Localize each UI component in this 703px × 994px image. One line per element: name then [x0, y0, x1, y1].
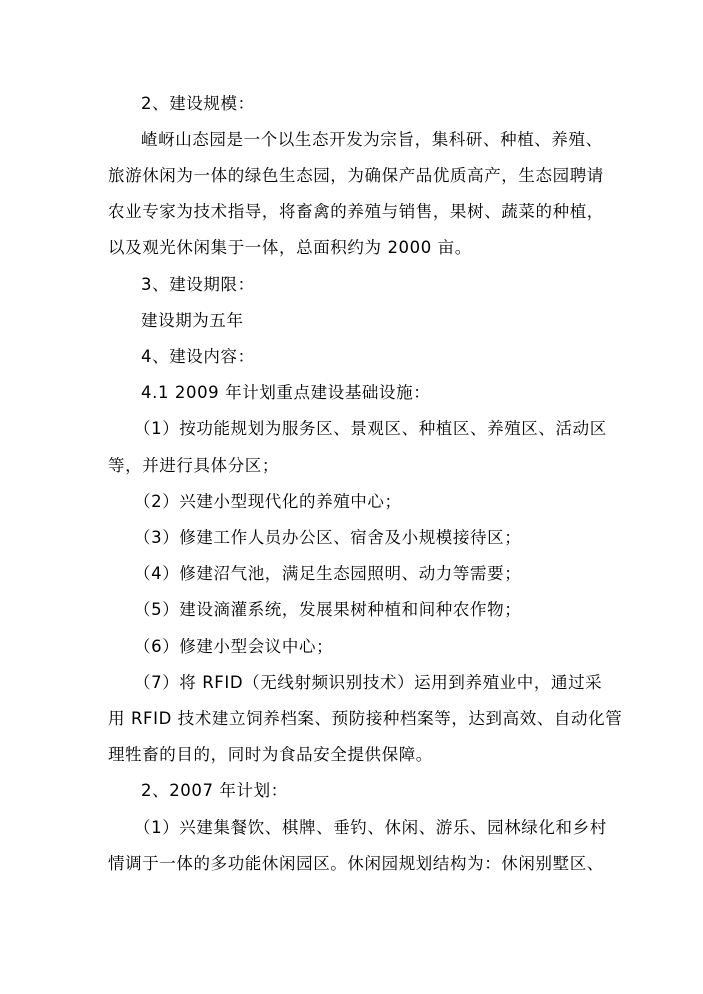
list-item: （6）修建小型会议中心； — [134, 637, 334, 656]
list-item: （3）修建工作人员办公区、宿舍及小规模接待区； — [134, 528, 522, 547]
paragraph-line: 农业专家为技术指导，将畜禽的养殖与销售，果树、蔬菜的种植， — [108, 202, 604, 221]
subsection-heading-2009: 4.1 2009 年计划重点建设基础设施： — [141, 383, 431, 402]
subsection-heading-2007: 2、2007 年计划： — [141, 781, 288, 800]
list-item: （7）将 RFID（无线射频识别技术）运用到养殖业中，通过采 — [134, 673, 603, 692]
list-item-continuation: 用 RFID 技术建立饲养档案、预防接种档案等，达到高效、自动化管 — [108, 709, 623, 728]
section-heading-content: 4、建设内容： — [141, 347, 255, 366]
list-item: （2）兴建小型现代化的养殖中心； — [134, 492, 402, 511]
list-item: （4）修建沼气池，满足生态园照明、动力等需要； — [134, 564, 522, 583]
section-heading-period: 3、建设期限： — [141, 275, 255, 294]
paragraph-line: 旅游休闲为一体的绿色生态园，为确保产品优质高产，生态园聘请 — [108, 166, 604, 185]
section-heading-scale: 2、建设规模： — [141, 94, 255, 113]
paragraph-line: 嵖岈山态园是一个以生态开发为宗旨，集科研、种植、养殖、 — [141, 130, 603, 149]
list-item-continuation: 理牲畜的目的，同时为食品安全提供保障。 — [108, 745, 433, 764]
list-item: （1）按功能规划为服务区、景观区、种植区、养殖区、活动区 — [134, 419, 607, 438]
paragraph-line: 以及观光休闲集于一体，总面积约为 2000 亩。 — [108, 238, 472, 257]
list-item-continuation: 情调于一体的多功能休闲园区。休闲园规划结构为：休闲别墅区、 — [108, 854, 604, 873]
list-item-continuation: 等，并进行具体分区； — [108, 456, 279, 475]
list-item: （5）建设滴灌系统，发展果树种植和间种农作物； — [134, 600, 522, 619]
list-item: （1）兴建集餐饮、棋牌、垂钓、休闲、游乐、园林绿化和乡村 — [134, 818, 607, 837]
paragraph-line: 建设期为五年 — [141, 311, 244, 330]
